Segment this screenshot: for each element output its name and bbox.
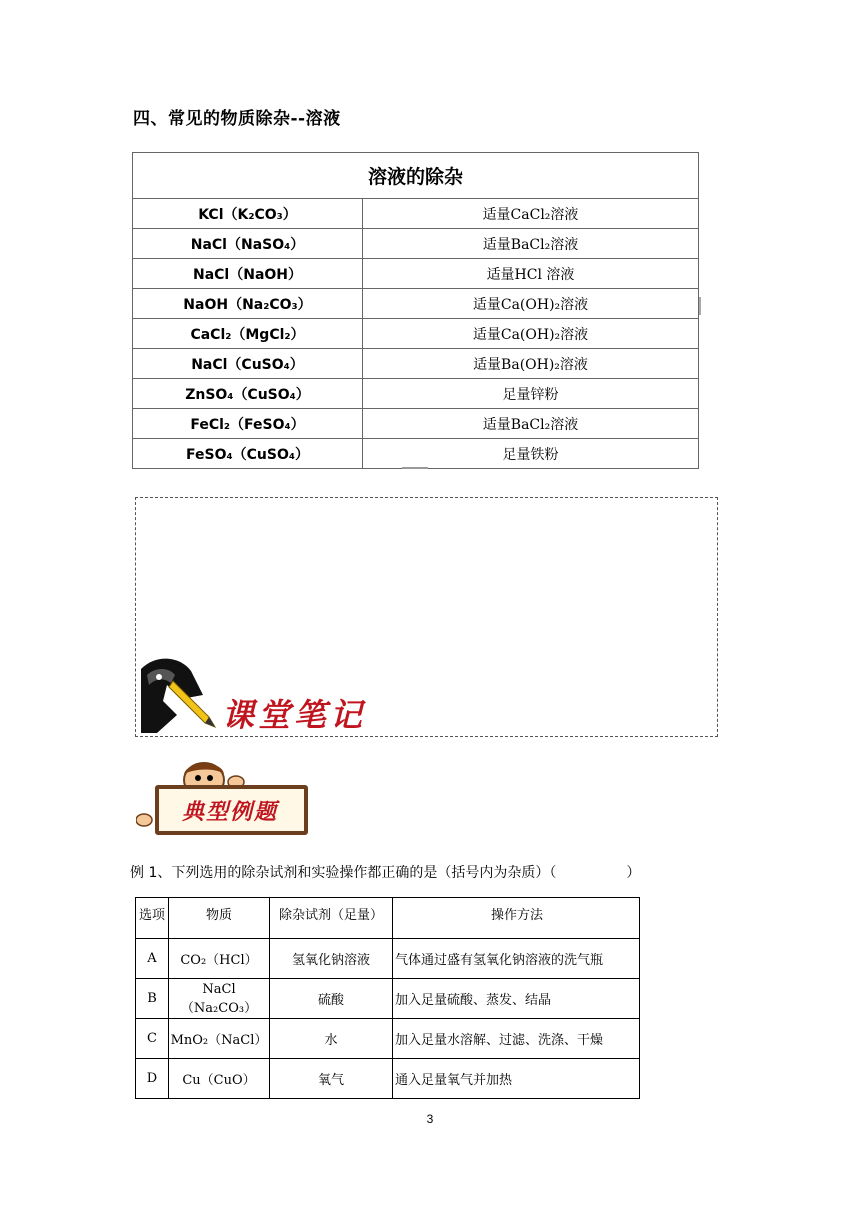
column-header: 物质 [169,898,270,939]
table-row [136,1059,640,1099]
substance-cell: MnO₂（NaCl） [169,1019,270,1059]
method-cell: 加入足量硫酸、蒸发、结晶 [393,979,640,1019]
reagent-cell: 适量Ba(OH)₂溶液 [363,349,699,379]
table-row [133,379,699,409]
substance-cell: NaOH（Na₂CO₃） [133,289,363,319]
reagent-cell: 足量锌粉 [363,379,699,409]
column-header: 操作方法 [393,898,640,939]
option-cell: B [136,979,169,1019]
option-cell: C [136,1019,169,1059]
table-row [133,199,699,229]
reagent-cell: 适量BaCl₂溶液 [363,409,699,439]
reagent-cell: 足量铁粉 [363,439,699,469]
table-row [133,259,699,289]
substance-cell: CaCl₂（MgCl₂） [133,319,363,349]
reagent-cell: 氢氧化钠溶液 [270,939,393,979]
table-row [133,319,699,349]
reagent-cell: 适量Ca(OH)₂溶液 [363,289,699,319]
options-table [135,897,640,1099]
substance-cell: CO₂（HCl） [169,939,270,979]
table-row [133,349,699,379]
reagent-cell: 硫酸 [270,979,393,1019]
reagent-cell: 适量BaCl₂溶液 [363,229,699,259]
table-row [136,979,640,1019]
reagent-cell: 氧气 [270,1059,393,1099]
column-header: 选项 [136,898,169,939]
table-bottom-mark [402,467,428,469]
substance-cell: KCl（K₂CO₃） [133,199,363,229]
table-row [136,939,640,979]
substance-cell: NaCl（CuSO₄） [133,349,363,379]
method-cell: 气体通过盛有氢氧化钠溶液的洗气瓶 [393,939,640,979]
removal-table-title: 溶液的除杂 [133,153,699,199]
example-label: 典型例题 [182,799,279,825]
reagent-cell: 适量HCl 溶液 [363,259,699,289]
substance-cell: Cu（CuO） [169,1059,270,1099]
table-row [133,229,699,259]
substance-cell: ZnSO₄（CuSO₄） [133,379,363,409]
table-row [136,1019,640,1059]
method-cell: 加入足量水溶解、过滤、洗涤、干燥 [393,1019,640,1059]
substance-cell: NaCl（NaSO₄） [133,229,363,259]
penguin-pencil-icon [137,655,219,735]
table-edge-mark [699,297,701,315]
method-cell: 通入足量氧气并加热 [393,1059,640,1099]
table-header-row [136,898,640,939]
notes-label: 课堂笔记 [222,696,367,734]
table-row [133,409,699,439]
column-header: 除杂试剂（足量） [270,898,393,939]
substance-cell: NaCl（Na₂CO₃） [169,979,270,1019]
reagent-cell: 水 [270,1019,393,1059]
substance-cell: FeCl₂（FeSO₄） [133,409,363,439]
table-row [133,439,699,469]
substance-cell: FeSO₄（CuSO₄） [133,439,363,469]
substance-cell: NaCl（NaOH） [133,259,363,289]
reagent-cell: 适量Ca(OH)₂溶液 [363,319,699,349]
question-text: 例 1、下列选用的除杂试剂和实验操作都正确的是（括号内为杂质）（ ） [130,865,641,881]
reagent-cell: 适量CaCl₂溶液 [363,199,699,229]
option-cell: D [136,1059,169,1099]
option-cell: A [136,939,169,979]
table-row [133,289,699,319]
section-title: 四、常见的物质除杂--溶液 [133,109,341,129]
removal-table [132,152,699,469]
page-number: 3 [426,1112,434,1126]
